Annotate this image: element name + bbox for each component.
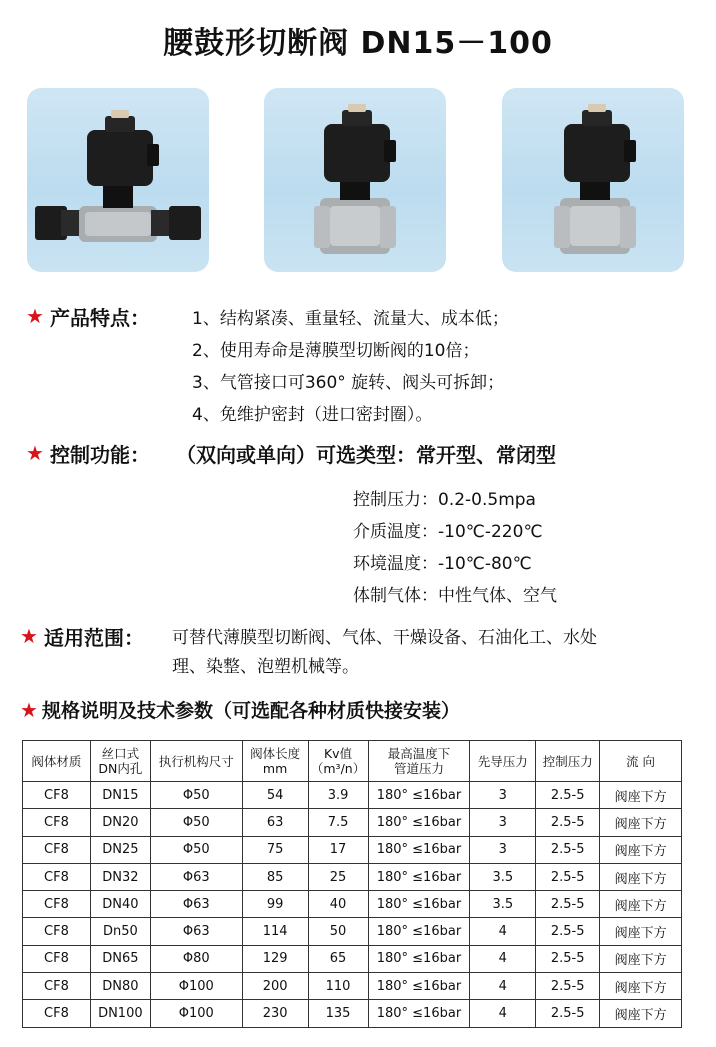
table-row (23, 973, 682, 1000)
scope-text-line2: 理、染整、泡塑机械等。 (172, 657, 359, 677)
scope-heading: 适用范围： (44, 626, 144, 650)
table-cell: 阀座下方 (600, 863, 682, 890)
table-row (23, 918, 682, 945)
table-header-cell (242, 741, 308, 782)
table-cell: CF8 (23, 782, 91, 809)
table-cell: 180° ≤16bar (368, 863, 470, 890)
table-cell: DN80 (90, 973, 150, 1000)
table-header-cell (308, 741, 368, 782)
table-cell: Φ50 (150, 782, 242, 809)
table-cell: Φ100 (150, 973, 242, 1000)
table-cell: CF8 (23, 891, 91, 918)
table-cell: Φ80 (150, 945, 242, 972)
table-cell: 180° ≤16bar (368, 1000, 470, 1027)
table-cell: 阀座下方 (600, 918, 682, 945)
table-cell: 99 (242, 891, 308, 918)
table-cell: 7.5 (308, 809, 368, 836)
param-row (353, 485, 536, 510)
table-cell: 54 (242, 782, 308, 809)
table-header-text: Kv值 (323, 746, 353, 761)
table-cell: Φ63 (150, 863, 242, 890)
table-cell: DN15 (90, 782, 150, 809)
table-header-text: 先导压力 (477, 753, 528, 769)
table-cell: 114 (242, 918, 308, 945)
table-cell: 2.5-5 (536, 918, 600, 945)
param-row (353, 549, 532, 574)
table-cell: CF8 (23, 945, 91, 972)
table-row (23, 782, 682, 809)
table-cell: Φ50 (150, 836, 242, 863)
table-body (23, 782, 682, 1028)
table-cell: Φ63 (150, 891, 242, 918)
control-text: （双向或单向）可选类型：常开型、常闭型 (176, 443, 556, 467)
table-cell: CF8 (23, 1000, 91, 1027)
table-cell: CF8 (23, 973, 91, 1000)
product-photo-union-ends (27, 88, 209, 272)
table-cell: 2.5-5 (536, 973, 600, 1000)
param-label: 控制压力： (353, 490, 438, 510)
table-cell: 180° ≤16bar (368, 809, 470, 836)
table-cell: 2.5-5 (536, 1000, 600, 1027)
table-cell: 阀座下方 (600, 782, 682, 809)
table-cell: 阀座下方 (600, 836, 682, 863)
table-cell: 2.5-5 (536, 782, 600, 809)
table-header-text: 阀体材质 (31, 753, 82, 769)
table-cell: 3.5 (470, 863, 536, 890)
table-header-text: 阀体长度 (250, 746, 301, 761)
table-cell: CF8 (23, 809, 91, 836)
table-cell: Φ63 (150, 918, 242, 945)
table-cell: 180° ≤16bar (368, 836, 470, 863)
table-header-text: （m³/n） (310, 761, 366, 776)
table-header-text: 流 向 (626, 753, 656, 769)
table-row (23, 891, 682, 918)
table-cell: 2.5-5 (536, 945, 600, 972)
table-cell: 75 (242, 836, 308, 863)
table-cell: 2.5-5 (536, 863, 600, 890)
table-cell: 阀座下方 (600, 973, 682, 1000)
table-cell: DN20 (90, 809, 150, 836)
table-cell: 85 (242, 863, 308, 890)
table-cell: 3.9 (308, 782, 368, 809)
table-cell: 110 (308, 973, 368, 1000)
feature-item: 4、免维护密封（进口密封圈）。 (192, 405, 433, 425)
table-header-cell (536, 741, 600, 782)
table-cell: 135 (308, 1000, 368, 1027)
table-row (23, 863, 682, 890)
table-cell: 180° ≤16bar (368, 973, 470, 1000)
table-cell: Φ50 (150, 809, 242, 836)
table-cell: DN65 (90, 945, 150, 972)
table-cell: 50 (308, 918, 368, 945)
param-row (353, 581, 557, 606)
table-cell: 2.5-5 (536, 836, 600, 863)
table-header-row (23, 741, 682, 782)
table-cell: 阀座下方 (600, 945, 682, 972)
table-cell: 3 (470, 836, 536, 863)
table-cell: 2.5-5 (536, 891, 600, 918)
table-cell: 180° ≤16bar (368, 782, 470, 809)
table-header-text: 控制压力 (542, 753, 593, 769)
spec-table (22, 740, 682, 1028)
table-cell: DN32 (90, 863, 150, 890)
param-value: 中性气体、空气 (438, 586, 557, 606)
table-cell: 180° ≤16bar (368, 891, 470, 918)
page-title: 腰鼓形切断阀 DN15－100 (163, 26, 553, 61)
table-cell: CF8 (23, 918, 91, 945)
table-header-text: 最高温度下 (387, 746, 451, 761)
table-header-cell (470, 741, 536, 782)
table-header-cell (600, 741, 682, 782)
table-cell: Dn50 (90, 918, 150, 945)
table-cell: 40 (308, 891, 368, 918)
table-cell: CF8 (23, 863, 91, 890)
table-cell: 3 (470, 782, 536, 809)
table-header-text: 管道压力 (393, 761, 444, 776)
table-row (23, 809, 682, 836)
table-header-cell (90, 741, 150, 782)
param-value: -10℃-220℃ (438, 522, 543, 542)
table-header-text: 丝口式 (101, 746, 140, 761)
table-cell: 180° ≤16bar (368, 945, 470, 972)
param-label: 环境温度： (353, 554, 438, 574)
table-header-cell (23, 741, 91, 782)
star-icon: ★ (26, 304, 44, 328)
feature-item: 2、使用寿命是薄膜型切断阀的10倍； (192, 341, 480, 361)
table-cell: 17 (308, 836, 368, 863)
table-cell: DN40 (90, 891, 150, 918)
param-value: -10℃-80℃ (438, 554, 532, 574)
table-cell: CF8 (23, 836, 91, 863)
product-photo-threaded (264, 88, 446, 272)
table-cell: 阀座下方 (600, 891, 682, 918)
control-heading: 控制功能： (50, 443, 150, 467)
table-cell: 4 (470, 918, 536, 945)
param-value: 0.2-0.5mpa (438, 490, 536, 510)
table-cell: 4 (470, 1000, 536, 1027)
table-cell: 65 (308, 945, 368, 972)
table-cell: 阀座下方 (600, 809, 682, 836)
product-photo-threaded-2 (502, 88, 684, 272)
star-icon: ★ (26, 441, 44, 465)
table-header-cell (368, 741, 470, 782)
table-cell: 230 (242, 1000, 308, 1027)
table-cell: 4 (470, 945, 536, 972)
table-cell: DN25 (90, 836, 150, 863)
table-header-text: 执行机构尺寸 (158, 753, 234, 769)
table-cell: 阀座下方 (600, 1000, 682, 1027)
table-row (23, 836, 682, 863)
table-cell: 180° ≤16bar (368, 918, 470, 945)
table-cell: 2.5-5 (536, 809, 600, 836)
param-label: 介质温度： (353, 522, 438, 542)
feature-item: 1、结构紧凑、重量轻、流量大、成本低； (192, 309, 509, 329)
table-cell: DN100 (90, 1000, 150, 1027)
table-cell: 63 (242, 809, 308, 836)
table-header-cell (150, 741, 242, 782)
table-cell: 200 (242, 973, 308, 1000)
table-header-text: DN内孔 (98, 761, 143, 776)
table-cell: 129 (242, 945, 308, 972)
table-cell: 4 (470, 973, 536, 1000)
table-cell: 25 (308, 863, 368, 890)
param-row (353, 517, 543, 542)
param-label: 体制气体： (353, 586, 438, 606)
feature-item: 3、气管接口可360° 旋转、阀头可拆卸； (192, 373, 505, 393)
star-icon: ★ (20, 624, 38, 648)
table-cell: 3 (470, 809, 536, 836)
table-cell: 3.5 (470, 891, 536, 918)
table-header-text: mm (262, 761, 288, 776)
star-icon: ★ (20, 698, 38, 722)
spec-heading: 规格说明及技术参数（可选配各种材质快接安装） (42, 700, 461, 722)
scope-text-line1: 可替代薄膜型切断阀、气体、干燥设备、石油化工、水处 (172, 628, 597, 648)
table-row (23, 1000, 682, 1027)
table-cell: Φ100 (150, 1000, 242, 1027)
features-heading: 产品特点： (50, 306, 150, 330)
table-row (23, 945, 682, 972)
